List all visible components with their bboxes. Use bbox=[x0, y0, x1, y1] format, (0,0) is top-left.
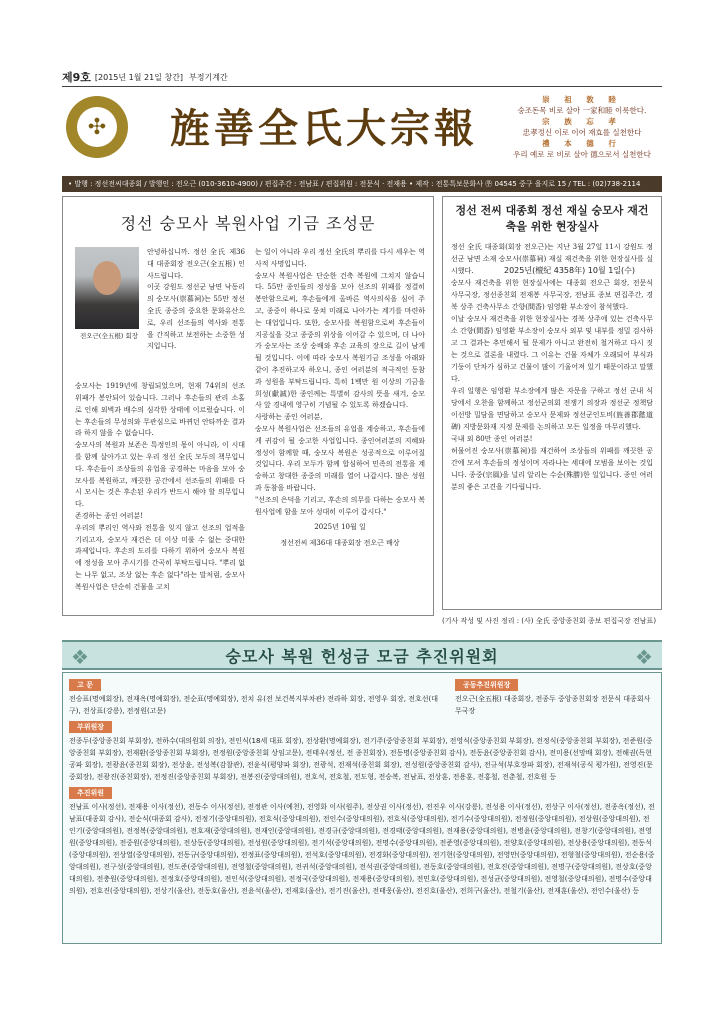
committee-banner-title: 숭모사 복원 헌성금 모금 추진위원회 bbox=[225, 646, 499, 666]
committee-row-top bbox=[69, 677, 655, 717]
advisors-block bbox=[69, 677, 449, 717]
photo-credit-note: (기사 작성 및 사진 정리 : (사) 全氏 중앙종친회 종보 편집국장 전남표) bbox=[442, 617, 657, 625]
advisors-list: 전승표(명예회장), 전재옥(명예회장), 전순표(명예회장), 전치 유(전 보건복지부차관) 전라하 회장, 전영우 회장, 전호선(대구), 전상표(강릉), 전정원(고문) bbox=[69, 695, 439, 715]
paragraph: 국내 외 80만 종인 여러분! bbox=[451, 435, 533, 443]
motto-box bbox=[502, 94, 662, 166]
paragraph: 숭모사 복원사업은 선조들의 유업을 계승하고, 후손들에게 귀감이 될 숭고한 사업입니다. 종인여러분의 지혜와 정성이 함께할 때, 숭모사 복원은 성공적으로 이루어질 것입니다. 우리 모두가 함께 합심하여 민족의 전통을 계승하고 창대한 종중의 미래를 열어 나갑시다. 많은 성원과 동참을 바랍니다. bbox=[255, 424, 425, 492]
motto-line: 禮 本 德 行 bbox=[542, 139, 622, 148]
cochairs-block bbox=[455, 677, 655, 717]
paragraph: 는 일이 아니라 우리 정선 全氏의 뿌리를 다시 세우는 역사적 사명입니다. bbox=[255, 248, 425, 268]
left-article bbox=[62, 196, 434, 616]
right-article bbox=[442, 196, 662, 636]
issue-type: 부정기계간 bbox=[189, 72, 228, 82]
right-article-title: 정선 전씨 대종회 정선 재실 숭모사 재건축을 위한 현장실사 bbox=[455, 204, 649, 233]
committee-banner bbox=[62, 640, 662, 670]
issue-founded: [2015년 1월 21일 창간] bbox=[94, 72, 184, 82]
paragraph: 숭모사의 복원과 보존은 특정인의 몫이 아니라, 이 시대를 함께 살아가고 있는 우리 정선 全氏 모두의 책무입니다. 후손들이 조상들의 유업을 공경하는 마음을 모아 숭모사를 복원하고, 깨끗한 공간에서 선조들의 위패를 다시 모시는 것은 후손된 우리가 반드시 해야 할 의무입니다. bbox=[75, 441, 245, 509]
paragraph: 숭모사 복원사업은 단순한 건축 복원에 그치지 않습니다. 55만 종인들의 정성을 모아 선조의 위패를 정결히 봉안함으로써, 후손들에게 올바른 역사의식을 심어 주고, 종중이 하나로 뭉쳐 미래로 나아가는 계기를 마련하는 대업입니다. 또한, 숭모사를 복원함으로써 후손들이 지공실을 갖고 종중의 위상을 이어갈 수 있으며, 더 나아가 숭모사는 조상 숭배와 후손 교육의 장으로 길이 남게 될 것입니다. 이에 따라 숭모사 복원기금 조성을 아래와 같이 추진하고자 하오니, 종인 여러분의 적극적인 동참과 성원을 부탁드립니다. 특히 1백만 원 이상의 기금을 희성(獻誠)한 종인께는 특별히 감사의 뜻을 새겨, 숭모사 앞 경내에 영구히 기념될 수 있도록 하겠습니다. bbox=[255, 271, 425, 410]
vice-list: 전종두(중앙종친회 부회장), 전하수(대의원회 의장), 전인식(18세 대표 회장), 전상환(명예회장), 전기주(중앙종친회 부회장), 전영식(중앙종친회 부회장), 전정식(중앙종친회 부회장), 전준원(중앙종친회 부회장), 전재환(중앙종친회 부회장), 전정원(중앙종친회 상임고문), 전태우(정선, 전 종친회장), 전동명(중앙종친회 감사), 전동윤(중앙종친회 감사), 전미용(선망배 회장), 전해권(독현공파 회장), 전광윤(종친회 회장), 전상윤, 전성복(감찰관), 전윤식(평양파 회장), 전광석, 전재석(종친회 회장), 전성원(중앙종친회 감사), 전규석(부호장파 회장), 전재석(공식 평가원), 전영진(문중회장), 전광진(종친회장), 전정진(중앙종친회 부회장), 전봉진(중앙대의원), 전호석, 전호철, 전도형, 전승복, 전남표, 전상훈, 전용훈, 전홍철, 전춘철, 전호원 등 bbox=[69, 737, 653, 781]
advisors-tag: 고 문 bbox=[69, 679, 101, 691]
committee-list bbox=[62, 672, 662, 944]
motto-line: 崇 祖 敦 睦 bbox=[542, 95, 622, 104]
paragraph: 존경하는 종인 여러분! bbox=[75, 511, 144, 520]
motto-line: 숭조돈목 비로 살아 一家和睦 이룩한다. bbox=[517, 106, 647, 115]
masthead bbox=[62, 90, 662, 170]
newspaper-title: 旌善全氏大宗報 bbox=[170, 105, 478, 152]
paragraph: "선조의 은덕을 기리고, 후손의 의무를 다하는 숭모사 복원사업에 함을 모아 성대히 이루어 갑시다." bbox=[255, 495, 425, 516]
paragraph: 사랑하는 종인 여러분, bbox=[255, 413, 323, 422]
paragraph: 정선 全氏 대종회(회장 전오근)는 지난 3월 27일 11시 강원도 정선군 남면 소재 숭모사(崇慕祠) 재실 재건축을 위한 현장실사를 실시했다. bbox=[451, 243, 653, 275]
members-block bbox=[69, 785, 655, 897]
motto-line: 宗 族 忘 孝 bbox=[542, 117, 622, 126]
paragraph: 안녕하십니까. 정선 全氏 제36대 대종회장 전오근(全五根) 인사드립니다. bbox=[147, 248, 245, 280]
left-article-col1 bbox=[75, 247, 245, 594]
paragraph: 이날 숭모사 재건축을 위한 현장실사는 경북 상주에 있는 건축사무소 간향(間香) 임영환 부소장이 숭모사 외부 및 내부를 정밀 검사하고 그 결과는 추민해서 될 문제가 아니고 완전히 철거하고 다시 짓는 것으로 결론을 내렸다. 그 이유는 건물 자체가 오래되어 부식과 기둥이 단차가 심하고 건물이 많이 기울어져 있기 때문이라고 말했다. bbox=[451, 315, 653, 383]
article-signature: 정선전씨 제36대 대종회장 전오근 배상 bbox=[280, 539, 400, 548]
left-article-col2 bbox=[255, 247, 425, 550]
right-article-box bbox=[442, 196, 662, 610]
cochairs-tag: 공동추진위원장 bbox=[455, 679, 518, 691]
ornament-icon: ❖ bbox=[635, 645, 653, 669]
top-rule bbox=[62, 86, 662, 87]
paragraph: 이곳 강원도 정선군 남면 낙동리의 숭모사(崇慕祠)는 55만 정선 全氏 종중의 중요한 문화유산으로, 우리 선조들의 역사와 전통을 간직하고 보전하는 소중한 성지입니다. bbox=[147, 283, 245, 351]
motto-line: 忠孝정신 이로 이어 재효를 실천한다 bbox=[522, 128, 642, 137]
paragraph: 우리 일행은 임영환 부소장에게 많은 자문을 구하고 정선 군내 식당에서 오찬을 함께하고 정선군의회 전쟁기 의장과 정선군 정책담 이선방 밀담을 면담하고 숭모사 문제와 정선군인도비(旌善郡懿道碑) 지방문화재 지정 문제를 논의하고 모든 일정을 마무리했다. bbox=[451, 387, 653, 431]
right-article-body bbox=[451, 241, 653, 493]
paragraph: 숭모사 재건축을 위한 현장실사에는 대종회 전오근 회장, 전문식 사무국장, 정선종친회 전재봉 사무국장, 전남표 종보 편집주간, 경북 상주 건축사무소 간향(間香) 임영환 부소장이 참석했다. bbox=[451, 279, 653, 311]
issue-date: 2025년(檀紀 4358年) 10월 1일(수) bbox=[504, 266, 636, 275]
ornament-icon: ❖ bbox=[71, 645, 89, 669]
vice-block bbox=[69, 719, 655, 783]
publisher-info-bar: • 발행 : 정선전씨대종회 / 발행인 : 전오근 (010-3610-4900) / 편집주간 : 전남표 / 편집위원 : 전문식 · 전재용 • 제작 : 전통특보문화사 ㉾ 04545 중구 을지로 15 / TEL : (02)738-2114 bbox=[62, 176, 662, 192]
members-tag: 추진위원 bbox=[69, 787, 112, 799]
cochairs-list: 전오근(全五根) 대종회장, 전종두 중앙종친회장 전문식 대종회사무국장 bbox=[455, 695, 651, 715]
paragraph: 우리의 뿌리인 역사와 전통을 잊지 않고 선조의 업적을 기리고자, 숭모사 재건은 더 이상 미룰 수 없는 중대한 과제입니다. 후손의 도리를 다하기 위하여 숭모사 복원에 정성을 모아 주시기를 간곡히 부탁드립니다. "뿌리 없는 나무 없고, 조상 없는 후손 없다"라는 말처럼, 숭모사 복원사업은 단순히 건물을 고치 bbox=[75, 523, 245, 591]
article-date: 2025년 10월 일 bbox=[314, 523, 366, 532]
vice-tag: 부위원장 bbox=[69, 721, 112, 733]
issue-number: 제9호 bbox=[62, 71, 91, 84]
left-article-title: 정선 숭모사 복원사업 기금 조성문 bbox=[120, 214, 376, 233]
clan-emblem-icon bbox=[66, 96, 128, 158]
members-list: 전남표 이사(정선), 전재용 이사(정선), 전동수 이사(정선), 전정관 이사(예천), 전영화 이사(원주), 전상권 이사(정선), 전진우 이사(강릉), 전성용 이사(정선), 전상구 이사(정선), 전종옥(정선), 전남표(대종회 감사), 전순식(대종회 감사), 전정기(중앙대의원), 전호식(중앙대의원), 전인수(중앙대의원), 전호식(중앙대의원), 전기수(중앙대의원), 전정원(중앙대의원), 전상원(중앙대의원), 전인기(중앙대의원), 전정복(중앙대의원), 전호재(중앙대의원), 전재인(중앙대의원), 전경규(중앙대의원), 전경태(중앙대의원), 전재용(중앙대의원), 전병윤(중앙대의원), 전창기(중앙대의원), 전영원(중앙대의원), 전중원(중앙대의원), 전상동(중앙대의원), 전성원(중앙대의원), 전기석(중앙대의원), 전명수(중앙대의원), 전준영(중앙대의원), 전양호(중앙대의원), 전상용(중앙대의원), 전동석(중앙대의원), 전상열(중앙대의원), 전동규(중앙대의원), 전정표(중앙대의원), 전석호(중앙대의원), 전경화(중앙대의원), 전기현(중앙대의원), 전영만(중앙대의원), 전형철(중앙대의원), 전순용(중앙대의원), 전구성(중앙대의원), 전도준(중앙대의원), 전영철(중앙대의원), 전귀석(중앙대의원), 전석권(중앙대의원), 전동호(중앙대의원), 전호진(중앙대의원), 전명구(중앙대의원), 전상호(중앙대의원), 전충원(중앙대의원), 전정호(중앙대의원), 전인석(중앙대의원), 전정국(중앙대의원), 전재용(중앙대의원), 전민호(중앙대의원), 전성균(중앙대의원), 전영철(중앙대의원), 전명수(중앙대의원), 전호진(중앙대의원), 전상기(울산), 전동호(울산), 전윤석(울산), 전재호(울산), 전기진(울산), 전태웅(울산), 전진호(울산), 전희구(울산), 전철기(울산), 전재훈(울산), 전인수(울산) 등 bbox=[69, 803, 655, 895]
emblem-center: ✣ bbox=[77, 107, 117, 147]
photo-caption: 전오근(全五根) 회장 bbox=[79, 332, 139, 340]
paragraph: 허물어진 숭모사(崇慕祠)를 재건하여 조상들의 위패를 깨끗한 공간에 모셔 후손들의 정성이며 자라나는 세대에 모범을 보이는 것입니다. 종중(宗風)을 널리 알리는 수순(殊勝)한 일입니다. 종인 여러분의 좋은 고견을 기다립니다. bbox=[451, 447, 653, 491]
motto-line: 우리 예로 로 비로 살아 德으로서 실천한다 bbox=[513, 150, 651, 159]
paragraph: 숭모사는 1919년에 창립되었으며, 현재 74위의 선조 위패가 봉안되어 있습니다. 그러나 후손들의 관리 소홀로 인해 외벽과 배수의 심각한 상태에 이르렀습니다. 이는 후손들의 무성의와 무관심으로 바뀌던 안타까운 결과라 하지 않을 수 없습니다. bbox=[75, 382, 245, 438]
